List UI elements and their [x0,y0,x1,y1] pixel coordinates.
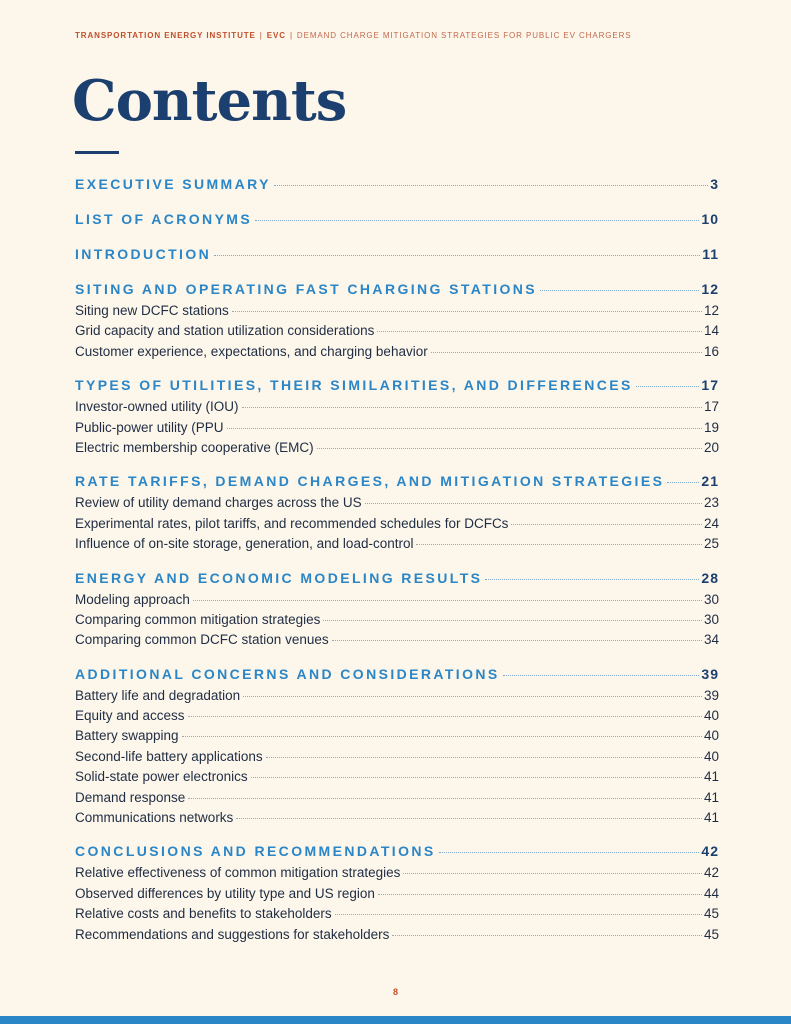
toc-entry-link[interactable] [75,790,719,810]
toc-entry-link[interactable] [75,303,719,323]
toc-entry-page: 23 [703,495,719,511]
toc-entry-label: Recommendations and suggestions for stakeholders [75,926,390,942]
toc-heading-page: 10 [701,211,719,227]
dot-leader [540,290,699,291]
toc-heading-page: 28 [701,569,719,586]
toc-entry-link[interactable] [75,323,719,343]
toc-entry-label: Relative effectiveness of common mitigation strategies [75,865,401,881]
toc-heading-page: 12 [701,281,719,297]
toc-section [75,666,719,831]
toc-heading-page: 17 [701,377,719,394]
toc-heading-link[interactable] [75,843,719,865]
dot-leader [188,716,702,717]
toc-entry-link[interactable] [75,536,719,556]
toc-entry-page: 12 [703,303,719,318]
dot-leader [188,798,702,799]
toc-entry-label: Customer experience, expectations, and charging behavior [75,343,428,359]
dot-leader [232,311,702,312]
toc-entry-link[interactable] [75,420,719,440]
toc-entry-link[interactable] [75,865,719,885]
toc-entry-label: Relative costs and benefits to stakeholders [75,906,332,922]
page-number: 8 [392,987,398,997]
toc-entry-link[interactable] [75,612,719,632]
dot-leader [485,579,699,580]
toc-entry-page: 19 [703,419,719,435]
dot-leader [439,852,700,853]
toc-heading-link[interactable] [75,176,719,198]
toc-heading-label: ENERGY AND ECONOMIC MODELING RESULTS [75,569,483,586]
toc-heading-page: 3 [710,176,719,192]
toc-heading-label: TYPES OF UTILITIES, THEIR SIMILARITIES, AND DIFFERENCES [75,377,633,394]
page-title: Contents [72,68,347,134]
header-doc-title: DEMAND CHARGE MITIGATION STRATEGIES FOR PUBLIC EV CHARGERS [296,31,632,40]
dot-leader [503,675,700,676]
header-org: TRANSPORTATION ENERGY INSTITUTE [75,31,256,40]
toc-section [75,281,719,364]
toc-entry-link[interactable] [75,516,719,536]
toc-entry-page: 14 [703,323,719,339]
toc-entry-label: Influence of on-site storage, generation, and load-control [75,536,414,552]
toc-entry-label: Comparing common mitigation strategies [75,611,321,627]
dot-leader [365,503,702,504]
toc-heading-link[interactable] [75,473,719,495]
header-separator-2: | [289,31,293,40]
toc-entry-label: Equity and access [75,708,185,724]
dot-leader [377,331,702,332]
toc-heading-label: CONCLUSIONS AND RECOMMENDATIONS [75,843,436,860]
table-of-contents [75,176,719,960]
toc-entry-label: Public-power utility (PPU [75,419,224,435]
toc-heading-link[interactable] [75,570,719,592]
toc-entry-label: Communications networks [75,810,234,826]
toc-heading-page: 42 [701,843,719,860]
toc-entry-link[interactable] [75,927,719,947]
toc-heading-link[interactable] [75,377,719,399]
toc-section [75,570,719,653]
toc-entry-page: 17 [703,399,719,415]
dot-leader [182,736,702,737]
toc-entry-label: Battery swapping [75,728,179,744]
toc-entry-page: 41 [703,769,719,785]
toc-entry-label: Battery life and degradation [75,687,241,703]
toc-entry-link[interactable] [75,592,719,612]
toc-entry-link[interactable] [75,749,719,769]
toc-section [75,377,719,460]
toc-entry-label: Solid-state power electronics [75,769,248,785]
toc-entry-link[interactable] [75,399,719,419]
toc-entry-link[interactable] [75,708,719,728]
toc-section [75,211,719,233]
toc-entry-link[interactable] [75,728,719,748]
toc-heading-label: RATE TARIFFS, DEMAND CHARGES, AND MITIGATION STRATEGIES [75,473,665,490]
toc-entry-link[interactable] [75,344,719,364]
toc-section [75,176,719,198]
toc-heading-page: 21 [701,473,719,490]
dot-leader [378,894,702,895]
toc-entry-page: 40 [703,708,719,724]
toc-entry-page: 30 [703,591,719,607]
toc-heading-link[interactable] [75,246,719,268]
toc-heading-label: ADDITIONAL CONCERNS AND CONSIDERATIONS [75,665,500,682]
toc-entry-label: Electric membership cooperative (EMC) [75,439,314,455]
toc-entry-label: Siting new DCFC stations [75,303,229,318]
header-separator-1: | [259,31,263,40]
toc-entry-page: 30 [703,611,719,627]
dot-leader [332,640,702,641]
toc-entry-page: 40 [703,748,719,764]
toc-entry-page: 34 [703,632,719,648]
toc-heading-link[interactable] [75,281,719,303]
footer-bar [0,1016,791,1024]
toc-entry-page: 44 [703,885,719,901]
toc-entry-link[interactable] [75,886,719,906]
toc-entry-label: Review of utility demand charges across the US [75,495,362,511]
dot-leader [274,185,708,186]
toc-heading-label: LIST OF ACRONYMS [75,211,253,227]
dot-leader [317,448,702,449]
toc-entry-link[interactable] [75,632,719,652]
dot-leader [227,428,702,429]
title-underline [75,151,119,154]
dot-leader [667,482,699,483]
toc-entry-label: Comparing common DCFC station venues [75,632,329,648]
toc-heading-page: 11 [702,246,719,262]
dot-leader [403,873,702,874]
toc-entry-page: 41 [703,810,719,826]
toc-entry-page: 40 [703,728,719,744]
toc-section [75,246,719,268]
toc-entry-page: 45 [703,906,719,922]
dot-leader [193,600,702,601]
dot-leader [392,935,702,936]
toc-entry-page: 20 [703,439,719,455]
toc-entry-label: Demand response [75,789,186,805]
dot-leader [255,220,699,221]
toc-entry-page: 42 [703,865,719,881]
dot-leader [236,818,702,819]
toc-section [75,843,719,947]
running-header [75,31,632,40]
dot-leader [511,524,702,525]
toc-entry-link[interactable] [75,440,719,460]
toc-entry-label: Modeling approach [75,591,190,607]
toc-entry-label: Experimental rates, pilot tariffs, and recommended schedules for DCFCs [75,515,509,531]
toc-heading-link[interactable] [75,666,719,688]
toc-heading-link[interactable] [75,211,719,233]
toc-entry-page: 45 [703,926,719,942]
dot-leader [251,777,702,778]
toc-heading-label: SITING AND OPERATING FAST CHARGING STATIONS [75,281,538,297]
toc-entry-link[interactable] [75,495,719,515]
toc-entry-label: Observed differences by utility type and US region [75,885,375,901]
dot-leader [242,407,702,408]
toc-entry-page: 24 [703,515,719,531]
dot-leader [266,757,702,758]
toc-entry-page: 25 [703,536,719,552]
toc-section [75,473,719,556]
dot-leader [335,914,702,915]
toc-entry-label: Second-life battery applications [75,748,263,764]
dot-leader [214,255,700,256]
toc-heading-label: INTRODUCTION [75,246,212,262]
toc-entry-page: 16 [703,343,719,359]
toc-entry-page: 41 [703,789,719,805]
toc-entry-page: 39 [703,687,719,703]
toc-entry-link[interactable] [75,688,719,708]
dot-leader [416,544,701,545]
toc-entry-label: Grid capacity and station utilization considerations [75,323,375,339]
dot-leader [431,352,702,353]
toc-entry-link[interactable] [75,769,719,789]
toc-heading-page: 39 [701,665,719,682]
toc-entry-label: Investor-owned utility (IOU) [75,399,239,415]
toc-entry-link[interactable] [75,906,719,926]
dot-leader [323,620,702,621]
toc-heading-label: EXECUTIVE SUMMARY [75,176,271,192]
toc-entry-link[interactable] [75,810,719,830]
dot-leader [636,386,700,387]
dot-leader [243,696,702,697]
header-program: EVC [266,31,286,40]
